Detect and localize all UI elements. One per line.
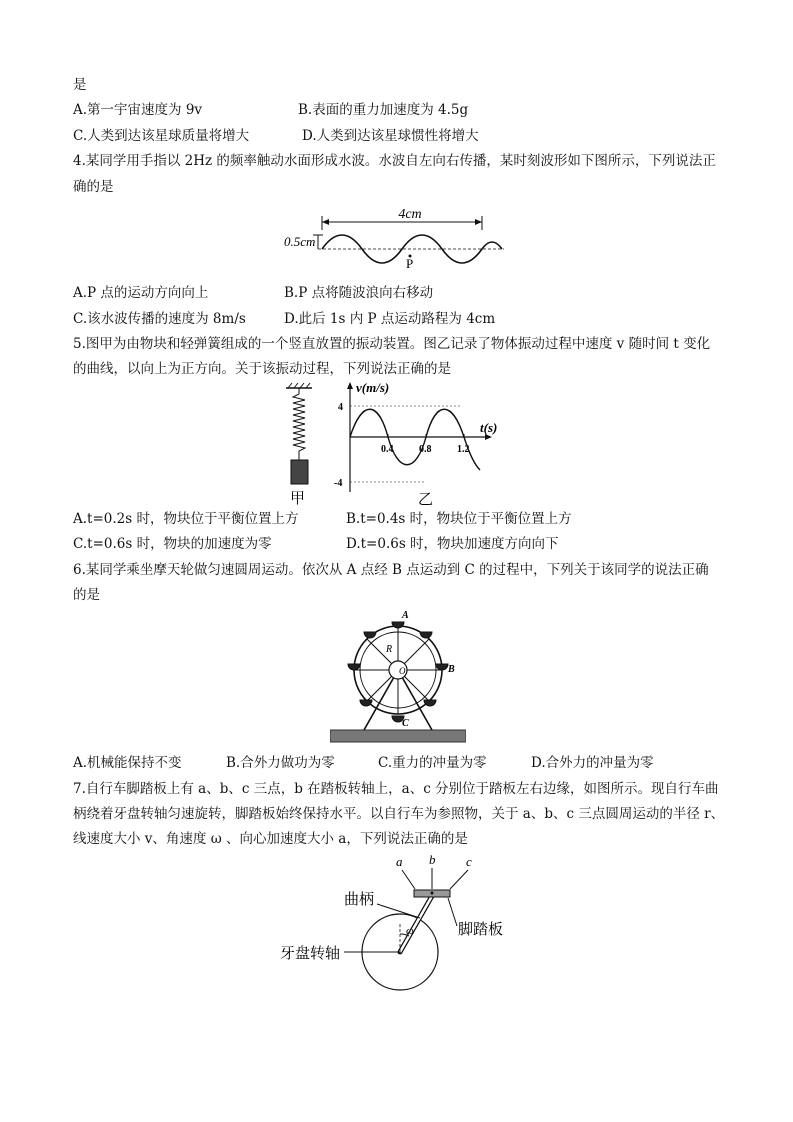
q4-point-p-label: P	[406, 256, 414, 270]
q6-point-b-label: B	[448, 664, 455, 675]
q6-option-c: C.重力的冲量为零	[378, 755, 487, 771]
q6-option-a: A.机械能保持不变	[73, 755, 182, 771]
q6-option-d: D.合外力的冲量为零	[531, 755, 654, 771]
q7-axle-label: 牙盘转轴	[280, 946, 341, 962]
q7-point-a-label: a	[396, 854, 403, 869]
q4-width-label: 4cm	[398, 207, 422, 222]
q3-option-a: A.第一宇宙速度为 9v	[73, 102, 203, 118]
q6-radius-label: R	[386, 644, 393, 655]
q5-x-axis-label: t(s)	[480, 420, 498, 435]
q4-stem-line1: 4.某同学用手指以 2Hz 的频率触动水面形成水波。水波自左向右传播，某时刻波形如下图所示，下列说法正	[73, 153, 716, 169]
q5-left-caption: 甲	[290, 491, 306, 506]
q6-point-a-label: A	[402, 610, 409, 621]
q5-xtick-1.2: 1.2	[457, 444, 470, 455]
q4-option-b: B.P 点将随波浪向右移动	[284, 285, 434, 301]
q4-option-a: A.P 点的运动方向向上	[73, 285, 209, 301]
q5-option-a: A.t=0.2s 时，物块位于平衡位置上方	[73, 511, 299, 527]
q7-stem-line1: 7.自行车脚踏板上有 a、b、c 三点，b 在踏板转轴上，a、c 分别位于踏板左右边缘，如图所示。现自行车曲	[73, 781, 719, 797]
q5-velocity-graph	[330, 380, 516, 506]
q4-wave-figure	[282, 204, 512, 270]
q5-stem-line2: 的曲线，以向上为正方向。关于该振动过程，下列说法正确的是	[73, 361, 451, 377]
q5-ytick-pos: 4	[338, 402, 343, 413]
q4-option-c: C.该水波传播的速度为 8m/s	[73, 311, 246, 327]
q3-option-b: B.表面的重力加速度为 4.5g	[298, 102, 469, 118]
q3-stem-tail: 是	[73, 77, 87, 93]
q7-bicycle-pedal-figure	[272, 852, 522, 992]
q5-option-b: B.t=0.4s 时，物块位于平衡位置上方	[346, 511, 572, 527]
q5-ytick-neg: -4	[334, 478, 343, 489]
q4-amplitude-label: 0.5cm	[284, 234, 316, 249]
q7-point-c-label: c	[466, 854, 472, 869]
q7-pedal-label: 脚踏板	[458, 922, 504, 938]
q5-stem-line1: 5.图甲为由物块和轻弹簧组成的一个竖直放置的振动装置。图乙记录了物体振动过程中速度 v 随时间 t 变化	[73, 336, 711, 352]
q7-crank-label: 曲柄	[344, 892, 375, 908]
q5-right-caption: 乙	[418, 492, 434, 506]
q7-point-b-label: b	[429, 852, 436, 867]
q6-ferris-wheel-figure	[330, 606, 466, 744]
q5-xtick-0.8: 0.8	[419, 444, 432, 455]
q3-option-c: C.人类到达该星球质量将增大	[73, 128, 250, 144]
spring-icon	[293, 388, 305, 460]
q6-stem-line2: 的是	[73, 587, 100, 603]
block-icon	[291, 460, 308, 484]
q7-stem-line2: 柄绕着牙盘转轴匀速旋转，脚踏板始终保持水平。以自行车为参照物，关于 a、b、c 三点圆周运动的半径 r、	[73, 806, 725, 822]
q6-stem-line1: 6.某同学乘坐摩天轮做匀速圆周运动。依次从 A 点经 B 点运动到 C 的过程中，下列关于该同学的说法正确	[73, 562, 709, 578]
q7-stem-line3: 线速度大小 v、角速度 ω 、向心加速度大小 a，下列说法正确的是	[73, 831, 468, 847]
q5-y-axis-label: v(m/s)	[356, 380, 390, 395]
q6-hub-label: O	[399, 666, 406, 676]
q5-velocity-curve	[350, 409, 480, 470]
q5-spring-figure	[282, 382, 322, 506]
q4-stem-line2: 确的是	[73, 179, 114, 195]
q6-point-c-label: C	[402, 718, 409, 729]
q4-option-d: D.此后 1s 内 P 点运动路程为 4cm	[284, 311, 496, 327]
q3-option-d: D.人类到达该星球惯性将增大	[302, 128, 479, 144]
q5-option-c: C.t=0.6s 时，物块的加速度为零	[73, 536, 272, 552]
q5-option-d: D.t=0.6s 时，物块加速度方向向下	[346, 536, 559, 552]
q7-omega-label: ω	[406, 925, 414, 937]
q5-xtick-0.4: 0.4	[381, 444, 394, 455]
q6-option-b: B.合外力做功为零	[226, 755, 335, 771]
